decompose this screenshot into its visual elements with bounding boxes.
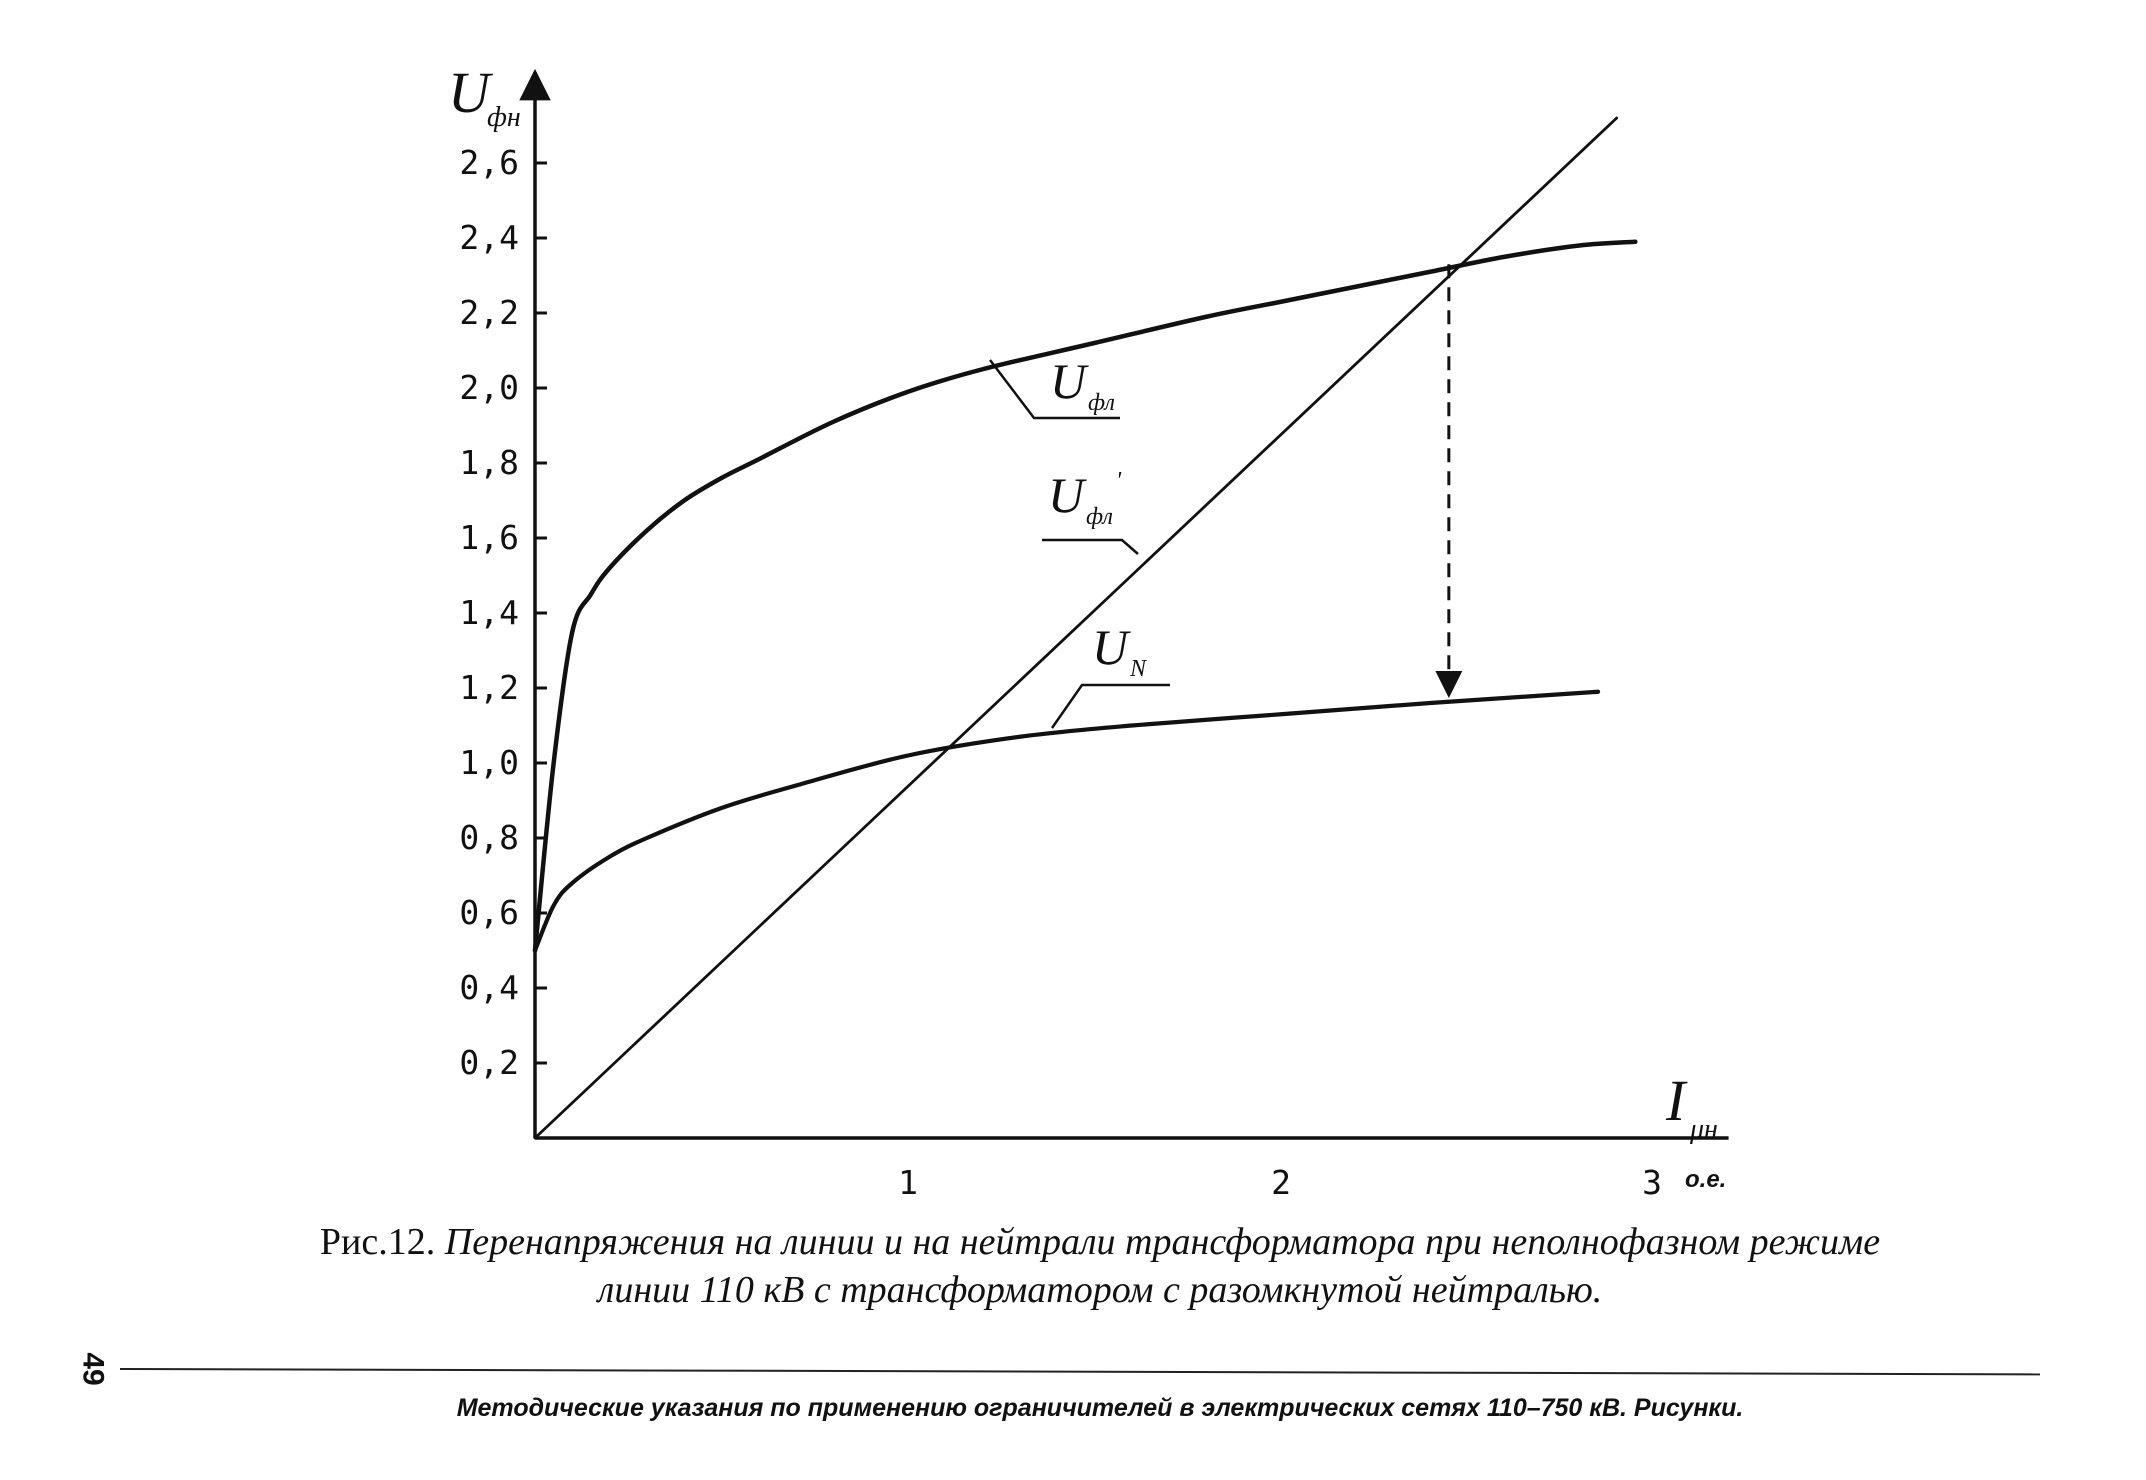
series-label-leader (1042, 540, 1138, 554)
series-label-leader (1052, 685, 1170, 728)
series-line-uphl-prime (535, 118, 1617, 1138)
series-label: U (1092, 619, 1129, 675)
y-tick-label: 0,6 (459, 893, 519, 932)
x-tick-label: 2 (1271, 1163, 1291, 1200)
series-label: U (1048, 467, 1085, 523)
series-line-un (535, 692, 1598, 951)
figure-caption (300, 1218, 1900, 1314)
x-axis-label: I (1666, 1068, 1686, 1133)
y-tick-label: 2,0 (459, 368, 519, 407)
caption-lead: Рис.12. (319, 1221, 436, 1263)
x-axis-label-sub: μн (1690, 1114, 1718, 1145)
series-label-sub: N (1130, 656, 1147, 682)
y-tick-label: 0,4 (459, 968, 519, 1007)
y-tick-label: 1,4 (459, 593, 519, 632)
y-tick-label: 2,6 (459, 143, 519, 182)
series-label: U (1050, 353, 1087, 409)
series-line-uphl (535, 242, 1635, 951)
y-tick-label: 1,6 (459, 518, 519, 557)
footer-text: Методические указания по применению ограничителей в электрических сетях 110–750 кВ. Рисунки. (456, 1394, 1744, 1422)
labels-layer (990, 353, 1170, 728)
x-tick-label: 3 (1642, 1163, 1662, 1200)
caption-body: Перенапряжения на линии и на нейтрали трансформатора при неполнофазном режиме линии 110 кВ с трансформатором с разомкнутой нейтралью. (444, 1221, 1881, 1311)
series-label-sub: фл (1086, 504, 1113, 530)
footer-rule (120, 1368, 2040, 1375)
y-tick-label: 2,2 (459, 293, 519, 332)
y-tick-label: 2,4 (459, 218, 519, 257)
series-label-sub: фл (1088, 390, 1115, 416)
y-tick-label: 0,2 (459, 1043, 519, 1082)
y-axis-label: U (448, 60, 490, 125)
axes (448, 60, 1729, 1200)
series-layer (535, 118, 1635, 1138)
y-tick-label: 0,8 (459, 818, 519, 857)
y-tick-label: 1,2 (459, 668, 519, 707)
x-tick-label: 1 (898, 1163, 918, 1200)
y-axis-label-sub: фн (487, 102, 521, 133)
y-tick-label: 1,0 (459, 743, 519, 782)
y-tick-label: 1,8 (459, 443, 519, 482)
series-label-prime: ' (1116, 468, 1122, 494)
x-axis-unit: о.е. (1685, 1166, 1727, 1193)
page-number: 49 (76, 1352, 110, 1386)
